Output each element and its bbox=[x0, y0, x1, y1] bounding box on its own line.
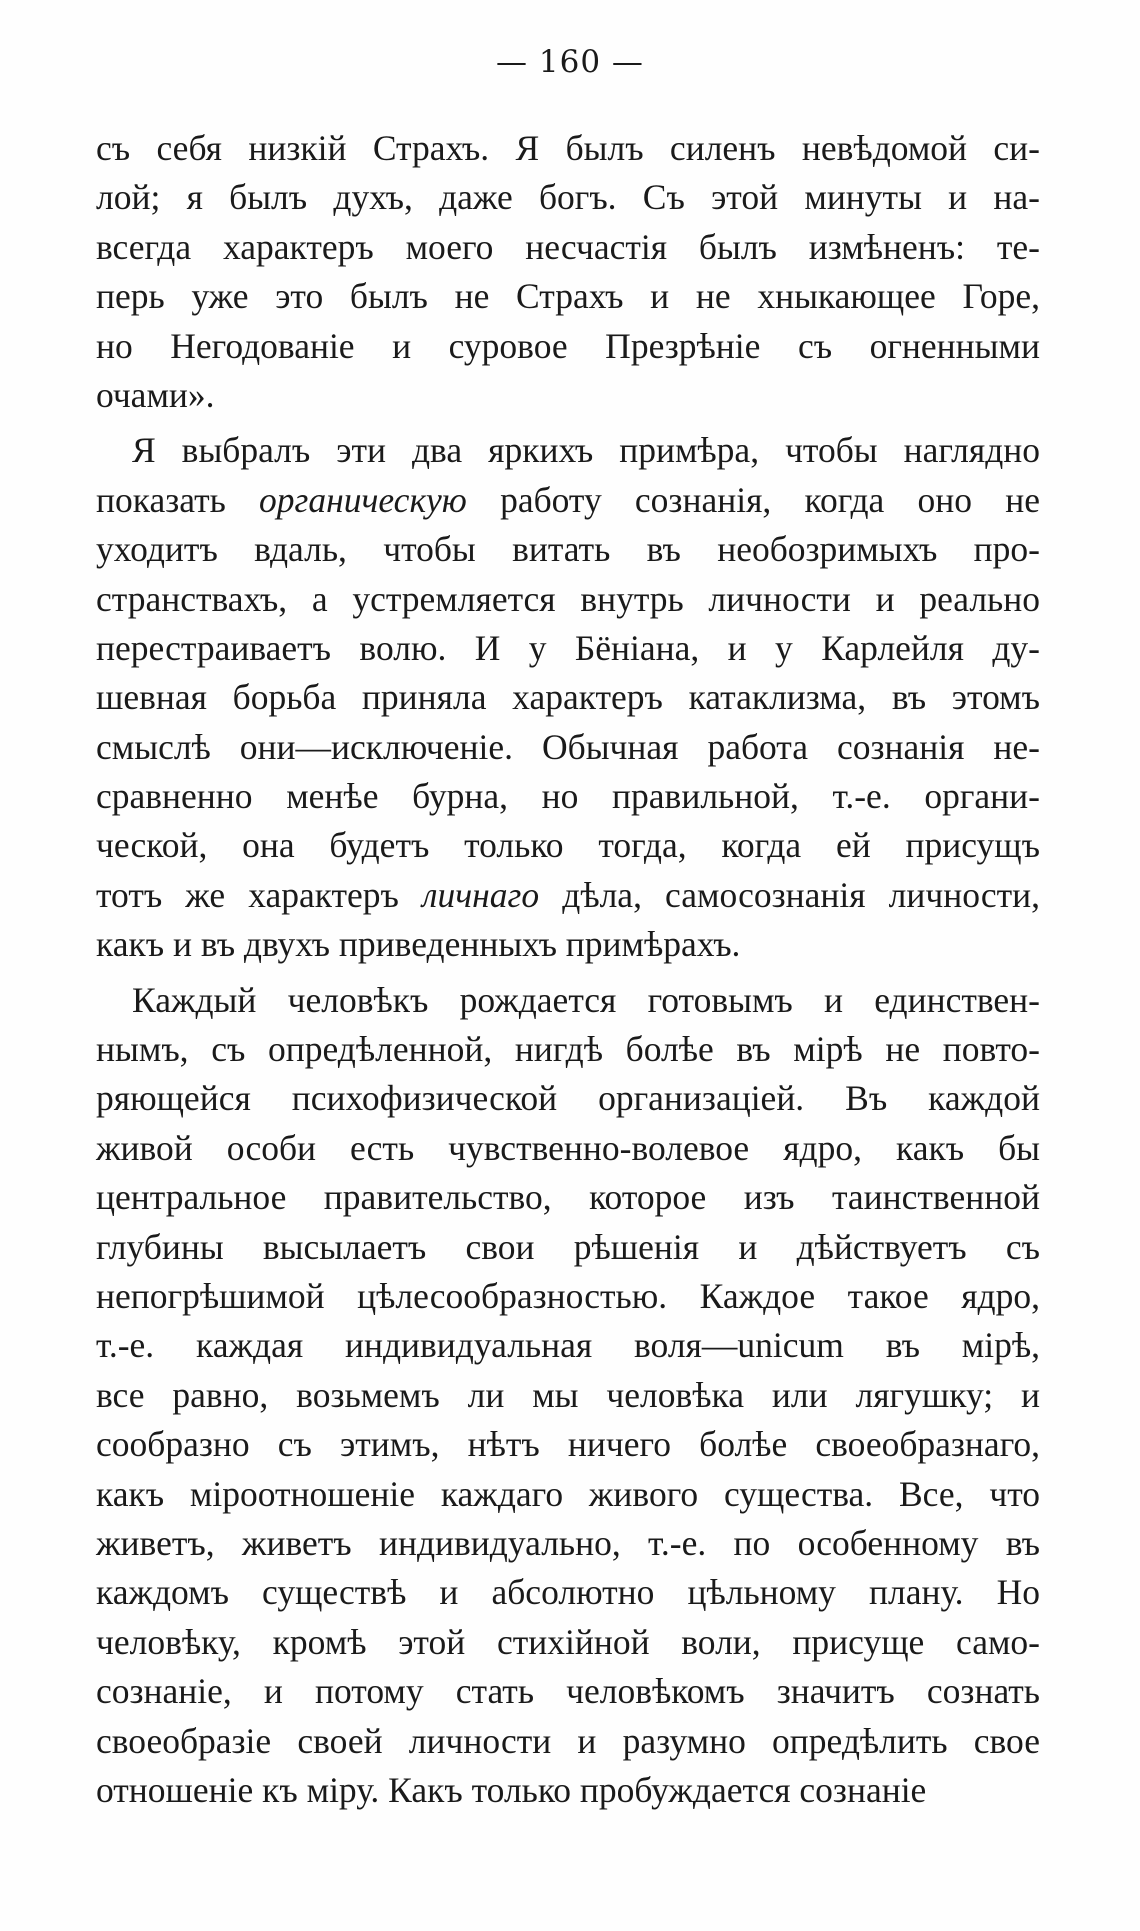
text-line: Я выбралъ эти два яркихъ примѣра, чтобы наглядно bbox=[132, 430, 1040, 471]
text-line: отношеніе къ міру. Какъ только пробуждается сознаніе bbox=[96, 1769, 927, 1810]
text-line: сравненно менѣе бурна, но правильной, т.-е. органи- bbox=[96, 776, 1040, 817]
text-line: т.-е. каждая индивидуальная воля—unicum въ мірѣ, bbox=[96, 1325, 1040, 1366]
text-line: перь уже это былъ не Страхъ и не хныкающее Горе, bbox=[96, 276, 1040, 317]
page-number: — 160 — bbox=[496, 44, 644, 80]
text-line: какъ и въ двухъ приведенныхъ примѣрахъ. bbox=[96, 924, 741, 965]
text-line: все равно, возьмемъ ли мы человѣка или лягушку; и bbox=[96, 1374, 1040, 1415]
text-line: Каждый человѣкъ рождается готовымъ и единствен- bbox=[132, 979, 1040, 1020]
text-segment: работу сознанія, когда оно не bbox=[466, 479, 1040, 520]
text-line: смыслѣ они—исключеніе. Обычная работа сознанія не- bbox=[96, 726, 1040, 767]
paragraph bbox=[96, 124, 1040, 420]
paragraph bbox=[96, 976, 1040, 1816]
text-line: всегда характеръ моего несчастія былъ измѣненъ: те- bbox=[96, 226, 1040, 267]
text-line: глубины высылаетъ свои рѣшенія и дѣйствуетъ съ bbox=[96, 1226, 1040, 1267]
text-line: центральное правительство, которое изъ таинственной bbox=[96, 1177, 1040, 1218]
text-line: ческой, она будетъ только тогда, когда ей присущъ bbox=[96, 825, 1040, 866]
text-line: шевная борьба приняла характеръ катаклизма, въ этомъ bbox=[96, 677, 1040, 718]
text-line: странствахъ, а устремляется внутрь личности и реально bbox=[96, 578, 1040, 619]
text-line: каждомъ существѣ и абсолютно цѣльному плану. Но bbox=[96, 1572, 1040, 1613]
text-line: живой особи есть чувственно-волевое ядро, какъ бы bbox=[96, 1127, 1040, 1168]
text-line: уходитъ вдаль, чтобы витать въ необозримыхъ про- bbox=[96, 529, 1040, 570]
text-line: своеобразіе своей личности и разумно опредѣлить свое bbox=[96, 1720, 1040, 1761]
body-text bbox=[96, 124, 1040, 1815]
text-line: лой; я былъ духъ, даже богъ. Съ этой минуты и на- bbox=[96, 177, 1040, 218]
paragraph bbox=[96, 426, 1040, 969]
text-line bbox=[96, 871, 1040, 920]
text-line: какъ міроотношеніе каждаго живого существа. Все, что bbox=[96, 1473, 1040, 1514]
text-line: съ себя низкій Страхъ. Я былъ силенъ невѣдомой си- bbox=[96, 128, 1040, 168]
text-line: но Негодованіе и суровое Презрѣніе съ огненными bbox=[96, 325, 1040, 366]
text-line: нымъ, съ опредѣленной, нигдѣ болѣе въ мірѣ не повто- bbox=[96, 1029, 1040, 1070]
text-line: сообразно съ этимъ, нѣтъ ничего болѣе своеобразнаго, bbox=[96, 1424, 1040, 1465]
text-segment: тотъ же характеръ bbox=[96, 874, 423, 915]
text-line: ряющейся психофизической организаціей. Въ каждой bbox=[96, 1078, 1040, 1119]
text-segment: дѣла, самосознанія личности, bbox=[539, 874, 1040, 915]
text-line: непогрѣшимой цѣлесообразностью. Каждое такое ядро, bbox=[96, 1275, 1040, 1316]
emphasized-text: органическую bbox=[259, 479, 467, 520]
text-line: перестраиваетъ волю. И у Бёніана, и у Карлейля ду- bbox=[96, 627, 1040, 668]
text-line: живетъ, живетъ индивидуально, т.-е. по особенному въ bbox=[96, 1522, 1040, 1563]
emphasized-text: личнаго bbox=[422, 874, 540, 915]
text-segment: показать bbox=[96, 479, 259, 520]
text-line: человѣку, кромѣ этой стихійной воли, присуще само- bbox=[96, 1621, 1040, 1662]
text-line: сознаніе, и потому стать человѣкомъ значитъ сознать bbox=[96, 1671, 1040, 1712]
text-line: очами». bbox=[96, 374, 215, 415]
text-line bbox=[96, 476, 1040, 525]
